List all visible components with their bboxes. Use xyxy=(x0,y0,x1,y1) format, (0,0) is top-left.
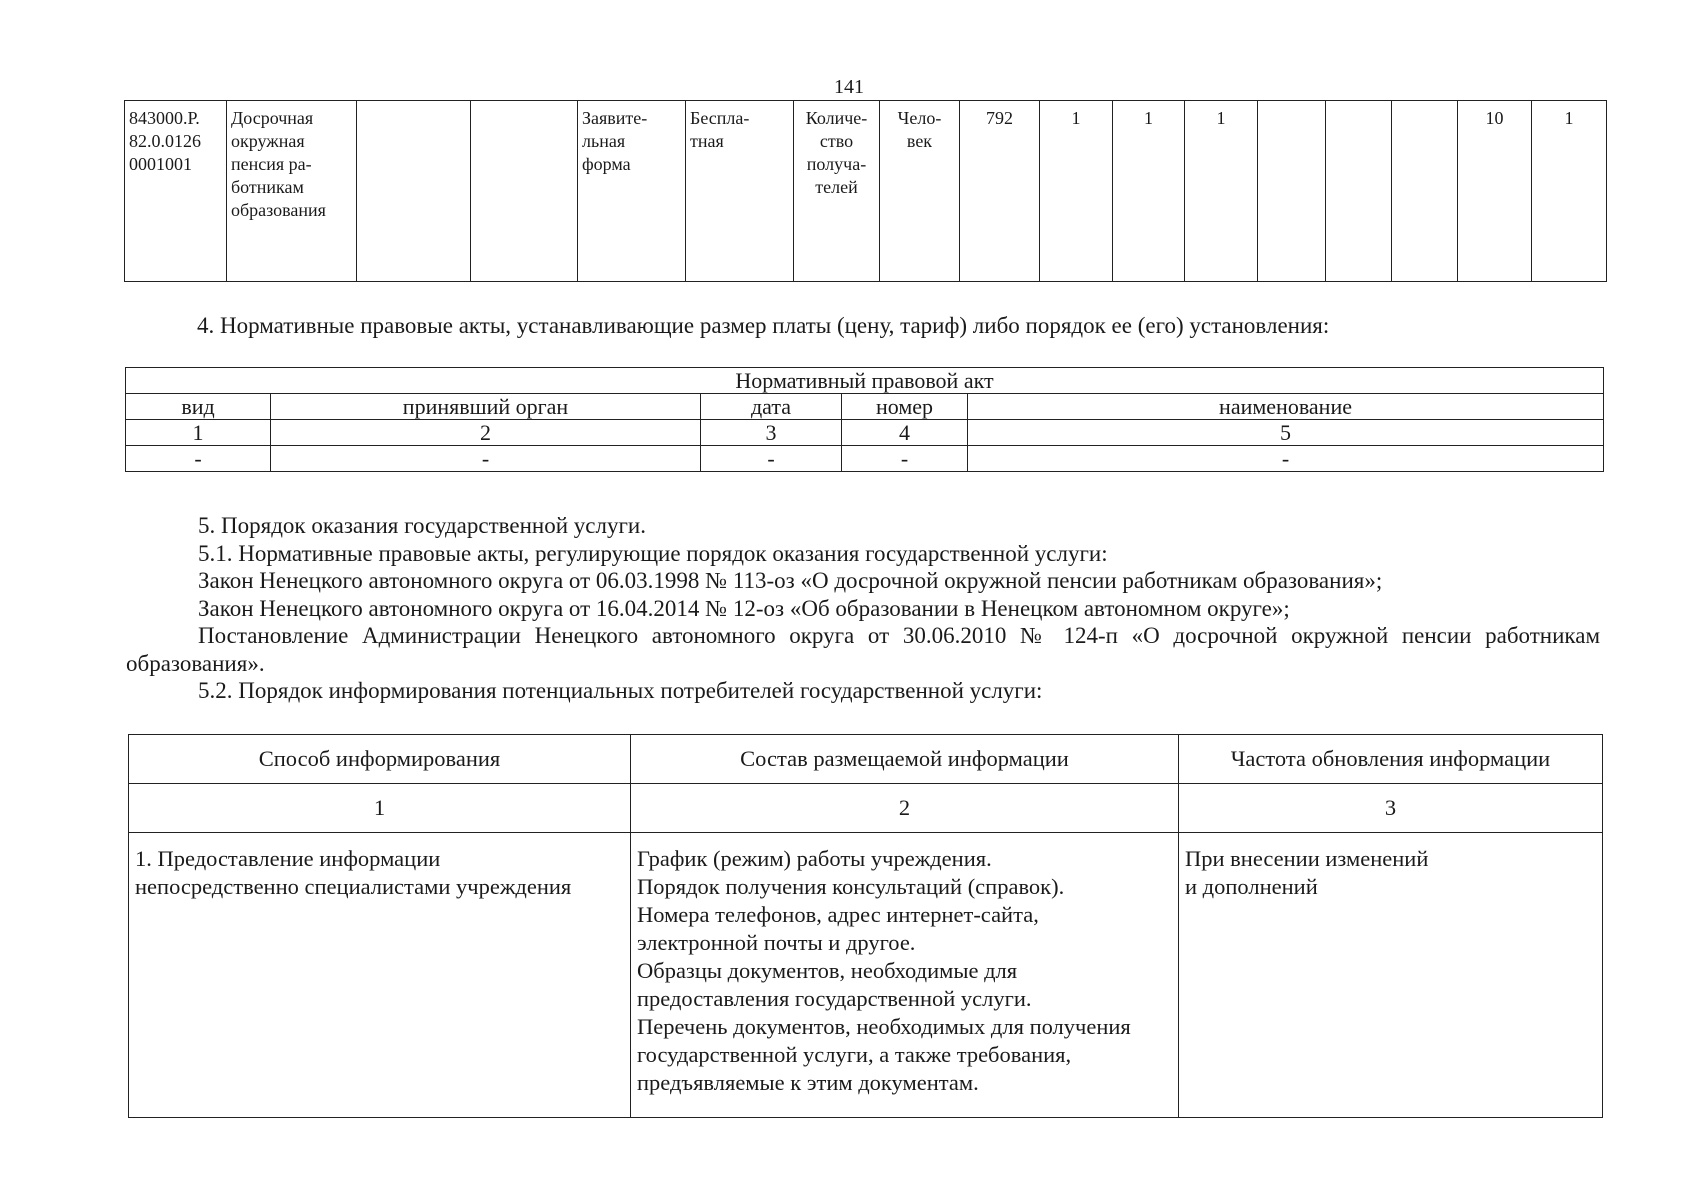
column-header: Состав размещаемой информации xyxy=(631,735,1179,784)
service-code-cell xyxy=(125,101,227,282)
content-line: Порядок получения консультаций (справок). xyxy=(637,874,1065,899)
law-reference-continuation: образования». xyxy=(126,650,265,676)
indicator-line: ство xyxy=(819,131,854,151)
table-cell: - xyxy=(968,446,1604,472)
value-cell: 1 xyxy=(1040,101,1113,282)
content-line: Образцы документов, необходимые для xyxy=(637,958,1018,983)
column-number: 1 xyxy=(129,784,631,833)
content-line: Номера телефонов, адрес интернет-сайта, xyxy=(637,902,1039,927)
service-name-line: пенсия ра- xyxy=(231,154,312,174)
table-row xyxy=(126,368,1604,394)
table-header-row xyxy=(129,735,1603,784)
table-row xyxy=(125,101,1607,282)
informing-table xyxy=(128,734,1603,1118)
table-title: Нормативный правовой акт xyxy=(126,368,1604,394)
frequency-line: При внесении изменений xyxy=(1185,846,1429,871)
unit-line: Чело- xyxy=(897,108,942,128)
service-name-line: окружная xyxy=(231,131,305,151)
method-line: 1. Предоставление информации xyxy=(135,846,441,871)
okei-code-cell: 792 xyxy=(960,101,1040,282)
value-cell: 1 xyxy=(1532,101,1607,282)
column-header: номер xyxy=(842,394,968,420)
empty-cell xyxy=(1258,101,1326,282)
law-reference: Постановление Администрации Ненецкого автономного округа от 30.06.2010 № 124-п «О досрочной окружной пенсии работникам xyxy=(198,623,1600,648)
form-line: форма xyxy=(582,154,631,174)
table-header-row xyxy=(126,394,1604,420)
column-header: вид xyxy=(126,394,271,420)
column-number: 2 xyxy=(631,784,1179,833)
content-cell xyxy=(631,833,1179,1118)
service-code-line: 82.0.0126 xyxy=(129,131,201,151)
indicator-line: телей xyxy=(815,177,858,197)
service-name-line: ботникам xyxy=(231,177,304,197)
law-reference: Закон Ненецкого автономного округа от 06.03.1998 № 113-оз «О досрочной окружной пенсии работникам образования»; xyxy=(198,568,1383,593)
value-cell: 1 xyxy=(1185,101,1258,282)
empty-cell xyxy=(1326,101,1392,282)
column-header: дата xyxy=(701,394,842,420)
table-cell: - xyxy=(701,446,842,472)
frequency-line: и дополнений xyxy=(1185,874,1318,899)
indicator-line: получа- xyxy=(806,154,867,174)
content-line: государственной услуги, а также требования, xyxy=(637,1042,1072,1067)
indicator-cell xyxy=(794,101,880,282)
column-header: Способ информирования xyxy=(129,735,631,784)
section-5-2-heading: 5.2. Порядок информирования потенциальных потребителей государственной услуги: xyxy=(198,678,1043,703)
empty-cell xyxy=(357,101,471,282)
unit-line: век xyxy=(906,131,933,151)
column-number: 3 xyxy=(1179,784,1603,833)
frequency-cell xyxy=(1179,833,1603,1118)
normative-act-table xyxy=(125,367,1604,472)
indicator-line: Количе- xyxy=(805,108,868,128)
service-code-line: 0001001 xyxy=(129,154,192,174)
indicators-table xyxy=(124,100,1607,282)
method-line: непосредственно специалистами учреждения xyxy=(135,874,572,899)
content-line: электронной почты и другое. xyxy=(637,930,916,955)
table-cell: - xyxy=(126,446,271,472)
column-number: 5 xyxy=(968,420,1604,446)
payment-line: Беспла- xyxy=(690,108,750,128)
service-code-line: 843000.Р. xyxy=(129,108,200,128)
payment-cell xyxy=(686,101,794,282)
service-name-line: образования xyxy=(231,200,326,220)
column-header: наименование xyxy=(968,394,1604,420)
section-5 xyxy=(126,512,1600,705)
service-name-line: Досрочная xyxy=(231,108,314,128)
form-line: Заявите- xyxy=(582,108,648,128)
section-4-heading: 4. Нормативные правовые акты, устанавливающие размер платы (цену, тариф) либо порядок ее (его) установления: xyxy=(197,313,1330,338)
service-name-cell xyxy=(227,101,357,282)
method-cell xyxy=(129,833,631,1118)
content-line: предоставления государственной услуги. xyxy=(637,986,1032,1011)
law-reference: Закон Ненецкого автономного округа от 16.04.2014 № 12-оз «Об образовании в Ненецком автономном округе»; xyxy=(198,595,1290,621)
table-row xyxy=(126,420,1604,446)
column-number: 4 xyxy=(842,420,968,446)
empty-cell xyxy=(471,101,578,282)
section-5-1-heading: 5.1. Нормативные правовые акты, регулирующие порядок оказания государственной услуги: xyxy=(198,540,1108,566)
column-number: 2 xyxy=(271,420,701,446)
content-line: Перечень документов, необходимых для получения xyxy=(637,1014,1131,1039)
empty-cell xyxy=(1392,101,1458,282)
form-line: льная xyxy=(582,131,626,151)
content-line: предъявляемые к этим документам. xyxy=(637,1070,979,1095)
column-header: Частота обновления информации xyxy=(1179,735,1603,784)
table-row xyxy=(129,784,1603,833)
value-cell: 10 xyxy=(1458,101,1532,282)
payment-line: тная xyxy=(690,131,724,151)
value-cell: 1 xyxy=(1113,101,1185,282)
form-cell xyxy=(578,101,686,282)
section-5-heading: 5. Порядок оказания государственной услуги. xyxy=(198,513,646,538)
page-number: 141 xyxy=(834,76,864,98)
column-header: принявший орган xyxy=(271,394,701,420)
table-row xyxy=(126,446,1604,472)
column-number: 1 xyxy=(126,420,271,446)
column-number: 3 xyxy=(701,420,842,446)
table-cell: - xyxy=(842,446,968,472)
table-cell: - xyxy=(271,446,701,472)
table-row xyxy=(129,833,1603,1118)
unit-cell xyxy=(880,101,960,282)
content-line: График (режим) работы учреждения. xyxy=(637,846,992,871)
